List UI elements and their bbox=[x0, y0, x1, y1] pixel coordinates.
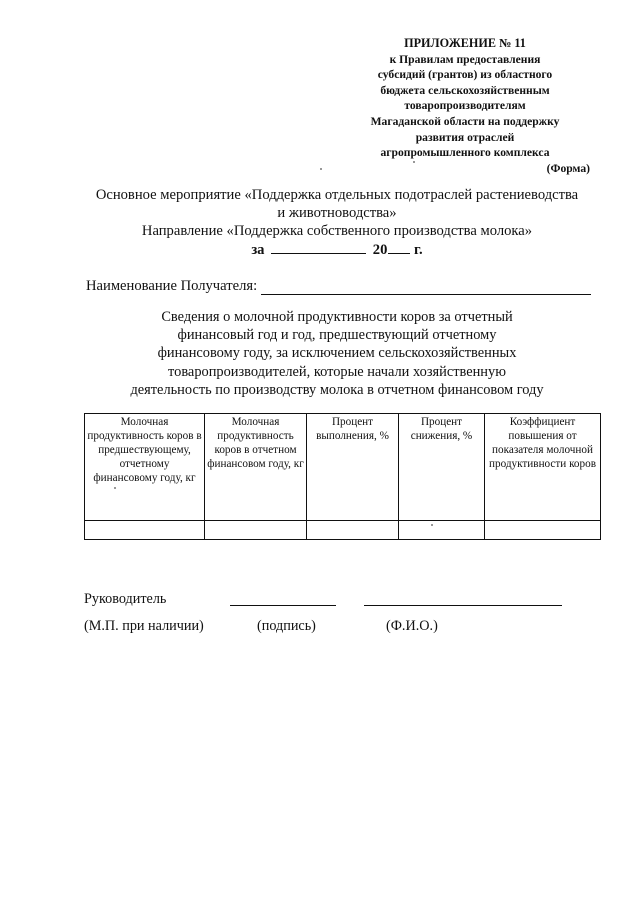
recipient-name-field[interactable] bbox=[261, 280, 591, 295]
appendix-header bbox=[340, 36, 590, 176]
scan-speck bbox=[413, 161, 415, 163]
scan-speck bbox=[114, 487, 116, 489]
year-prefix: 20 bbox=[372, 242, 388, 258]
header-current-year-productivity: Молочная продуктивность коров в отчетном финансовом году, кг bbox=[205, 414, 307, 521]
appendix-line: субсидий (грантов) из областного bbox=[377, 68, 553, 82]
table-row bbox=[85, 521, 601, 540]
direction-line: Направление «Поддержка собственного производства молока» bbox=[141, 223, 533, 239]
info-line: товаропроизводителей, которые начали хозяйственную bbox=[168, 363, 506, 380]
scan-speck bbox=[320, 168, 322, 170]
event-title bbox=[70, 186, 604, 240]
signature-caption: (подпись) bbox=[257, 618, 316, 634]
appendix-line: развития отраслей bbox=[415, 130, 515, 144]
name-caption: (Ф.И.О.) bbox=[386, 618, 438, 634]
header-prev-year-productivity: Молочная продуктивность коров в предшествующему, отчетному финансовому году, кг bbox=[85, 414, 205, 521]
info-line: деятельность по производству молока в отчетном финансовом году bbox=[130, 381, 544, 398]
full-name-field[interactable] bbox=[364, 605, 562, 606]
period-blank-field[interactable] bbox=[271, 253, 366, 254]
year-suffix: г. bbox=[414, 242, 423, 258]
header-fulfillment-percent: Процент выполнения, % bbox=[307, 414, 399, 521]
productivity-table bbox=[84, 413, 601, 540]
form-label: (Форма) bbox=[546, 161, 590, 175]
period-line bbox=[70, 242, 604, 259]
event-line: и животноводства» bbox=[277, 205, 397, 221]
appendix-line: Магаданской области на поддержку bbox=[370, 114, 560, 128]
info-heading bbox=[70, 308, 604, 399]
period-prefix: за bbox=[251, 242, 265, 258]
appendix-line: к Правилам предоставления bbox=[389, 52, 541, 66]
info-line: финансовый год и год, предшествующий отчетному bbox=[177, 327, 497, 344]
info-line: финансовому году, за исключением сельскохозяйственных bbox=[157, 345, 517, 362]
scan-speck bbox=[431, 524, 433, 526]
table-cell[interactable] bbox=[307, 521, 399, 540]
table-header-row bbox=[85, 414, 601, 521]
signature-field[interactable] bbox=[230, 605, 336, 606]
recipient-label: Наименование Получателя: bbox=[86, 278, 258, 294]
header-decrease-percent: Процент снижения, % bbox=[399, 414, 485, 521]
table-cell[interactable] bbox=[85, 521, 205, 540]
year-blank-field[interactable] bbox=[388, 253, 410, 254]
recipient-row bbox=[86, 278, 591, 295]
table-cell[interactable] bbox=[485, 521, 601, 540]
table-cell[interactable] bbox=[205, 521, 307, 540]
info-line: Сведения о молочной продуктивности коров за отчетный bbox=[161, 309, 513, 325]
appendix-line: бюджета сельскохозяйственным bbox=[380, 83, 550, 97]
header-increase-coefficient: Коэффициент повышения от показателя молочной продуктивности коров bbox=[485, 414, 601, 521]
stamp-label: (М.П. при наличии) bbox=[84, 618, 204, 634]
head-label: Руководитель bbox=[84, 591, 167, 607]
appendix-line: товаропроизводителям bbox=[404, 99, 526, 113]
event-line: Основное мероприятие «Поддержка отдельных подотраслей растениеводства bbox=[95, 187, 579, 203]
table-cell[interactable] bbox=[399, 521, 485, 540]
appendix-line: агропромышленного комплекса bbox=[380, 146, 550, 160]
appendix-title: ПРИЛОЖЕНИЕ № 11 bbox=[404, 36, 526, 50]
